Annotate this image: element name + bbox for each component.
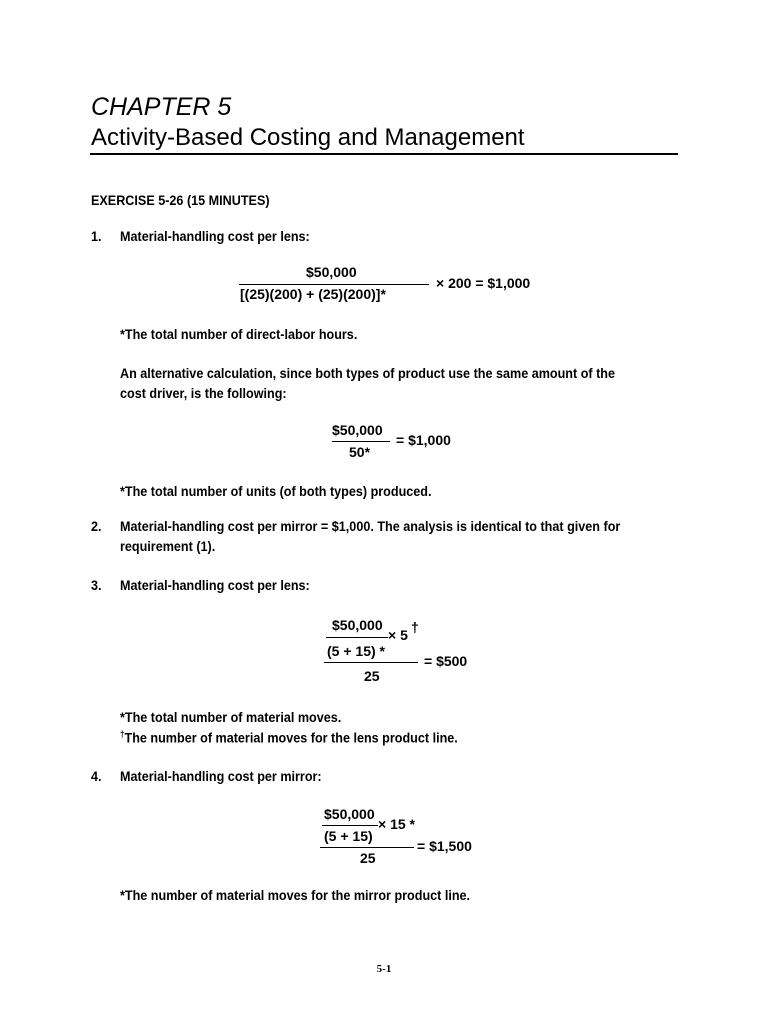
eq3-denominator: 25 — [364, 668, 380, 684]
eq3-inner-bar — [326, 637, 388, 638]
eq2-numerator: $50,000 — [332, 422, 383, 438]
eq1-fraction-bar — [239, 284, 429, 285]
item3-number: 3. — [91, 577, 102, 593]
page-number: 5-1 — [376, 963, 392, 975]
item2-line-1: Material-handling cost per mirror = $1,000. The analysis is identical to that given for — [120, 518, 621, 534]
item4-text: Material-handling cost per mirror: — [120, 768, 322, 784]
title-rule — [90, 153, 678, 155]
eq4-result: = $1,500 — [417, 838, 472, 854]
chapter-title: Activity-Based Costing and Management — [91, 124, 525, 151]
exercise-heading: EXERCISE 5-26 (15 MINUTES) — [91, 192, 270, 208]
eq4-inner-bar — [322, 825, 378, 826]
item3-note-2-text: The number of material moves for the lens product line. — [124, 729, 458, 746]
item3-note-1: *The total number of material moves. — [120, 709, 342, 725]
eq2-fraction-bar — [332, 441, 390, 442]
eq3-result: = $500 — [424, 653, 468, 669]
item2-line-2: requirement (1). — [120, 538, 216, 554]
item1-number: 1. — [91, 228, 102, 244]
eq3-main-bar — [324, 662, 418, 663]
eq3-numerator: $50,000 — [332, 617, 383, 633]
eq1-result: × 200 = $1,000 — [436, 275, 531, 291]
eq4-denominator: 25 — [360, 850, 376, 866]
eq2-denominator: 50* — [349, 444, 371, 460]
item1-text: Material-handling cost per lens: — [120, 228, 310, 244]
eq3-dagger: † — [411, 619, 419, 635]
item2-number: 2. — [91, 518, 102, 534]
eq1-numerator: $50,000 — [306, 264, 357, 280]
chapter-label: CHAPTER 5 — [91, 93, 232, 121]
item1-alt-line-1: An alternative calculation, since both types of product use the same amount of the — [120, 365, 615, 381]
eq4-sub-denominator: (5 + 15) — [324, 828, 373, 844]
item4-note: *The number of material moves for the mirror product line. — [120, 887, 471, 903]
eq3-sub-denominator: (5 + 15) * — [327, 643, 385, 659]
item1-note-2: *The total number of units (of both types) produced. — [120, 483, 432, 499]
item3-text: Material-handling cost per lens: — [120, 577, 310, 593]
eq4-main-bar — [320, 847, 414, 848]
item1-alt-line-2: cost driver, is the following: — [120, 385, 287, 401]
eq1-denominator: [(25)(200) + (25)(200)]* — [240, 286, 386, 302]
dagger-mark: † — [120, 729, 125, 739]
eq2-result: = $1,000 — [396, 432, 451, 448]
item3-note-2 — [120, 729, 458, 746]
item1-note-1: *The total number of direct-labor hours. — [120, 326, 358, 342]
item4-number: 4. — [91, 768, 102, 784]
eq3-multiplier: × 5 — [388, 627, 408, 643]
eq4-numerator: $50,000 — [324, 806, 375, 822]
eq4-multiplier: × 15 * — [378, 816, 415, 832]
